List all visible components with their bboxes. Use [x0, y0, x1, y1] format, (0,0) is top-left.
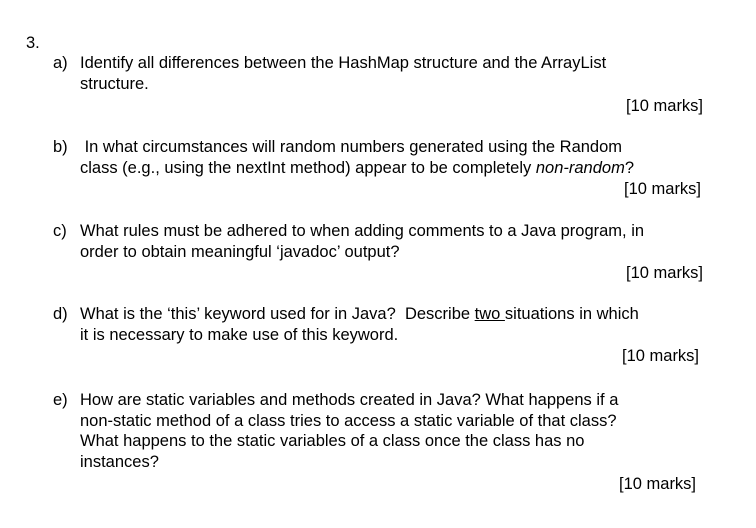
text-line: non-static method of a class tries to access a static variable of that class?	[80, 411, 617, 430]
text-segment: situations in which	[504, 305, 639, 323]
text-line: How are static variables and methods created in Java? What happens if a	[80, 391, 619, 409]
text-line: order to obtain meaningful ‘javadoc’ output?	[80, 242, 400, 261]
part-label: b)	[53, 138, 68, 156]
marks-label: [10 marks]	[619, 475, 697, 493]
text-line: What rules must be adhered to when adding comments to a Java program, in	[80, 222, 645, 240]
marks-label: [10 marks]	[626, 264, 704, 282]
marks-label: [10 marks]	[626, 97, 704, 115]
part-label: e)	[53, 391, 68, 409]
part-text	[80, 304, 639, 345]
text-line: Identify all differences between the HashMap structure and the ArrayList	[80, 54, 607, 72]
text-segment: ?	[624, 158, 635, 177]
emphasized-text: non-random	[535, 158, 625, 177]
text-segment: What is the ‘this’ keyword used for in Java? Describe	[80, 305, 475, 323]
part-label: c)	[53, 222, 67, 240]
text-line	[80, 158, 634, 179]
text-line: it is necessary to make use of this keyword.	[80, 325, 399, 344]
marks-label: [10 marks]	[624, 180, 702, 198]
part-text	[80, 390, 618, 472]
part-text	[80, 221, 644, 262]
part-label: d)	[53, 305, 68, 323]
part-label: a)	[53, 54, 68, 72]
text-line	[80, 304, 639, 325]
text-line: What happens to the static variables of a class once the class has no	[80, 432, 585, 450]
text-line: structure.	[80, 74, 149, 93]
underlined-text: two	[474, 305, 505, 323]
part-text	[80, 137, 634, 178]
question-number: 3.	[26, 34, 40, 52]
text-segment: class (e.g., using the nextInt method) appear to be completely	[80, 158, 536, 177]
text-line: instances?	[80, 452, 159, 471]
marks-label: [10 marks]	[622, 347, 700, 365]
part-text	[80, 53, 606, 94]
text-line: In what circumstances will random numbers generated using the Random	[80, 138, 623, 156]
